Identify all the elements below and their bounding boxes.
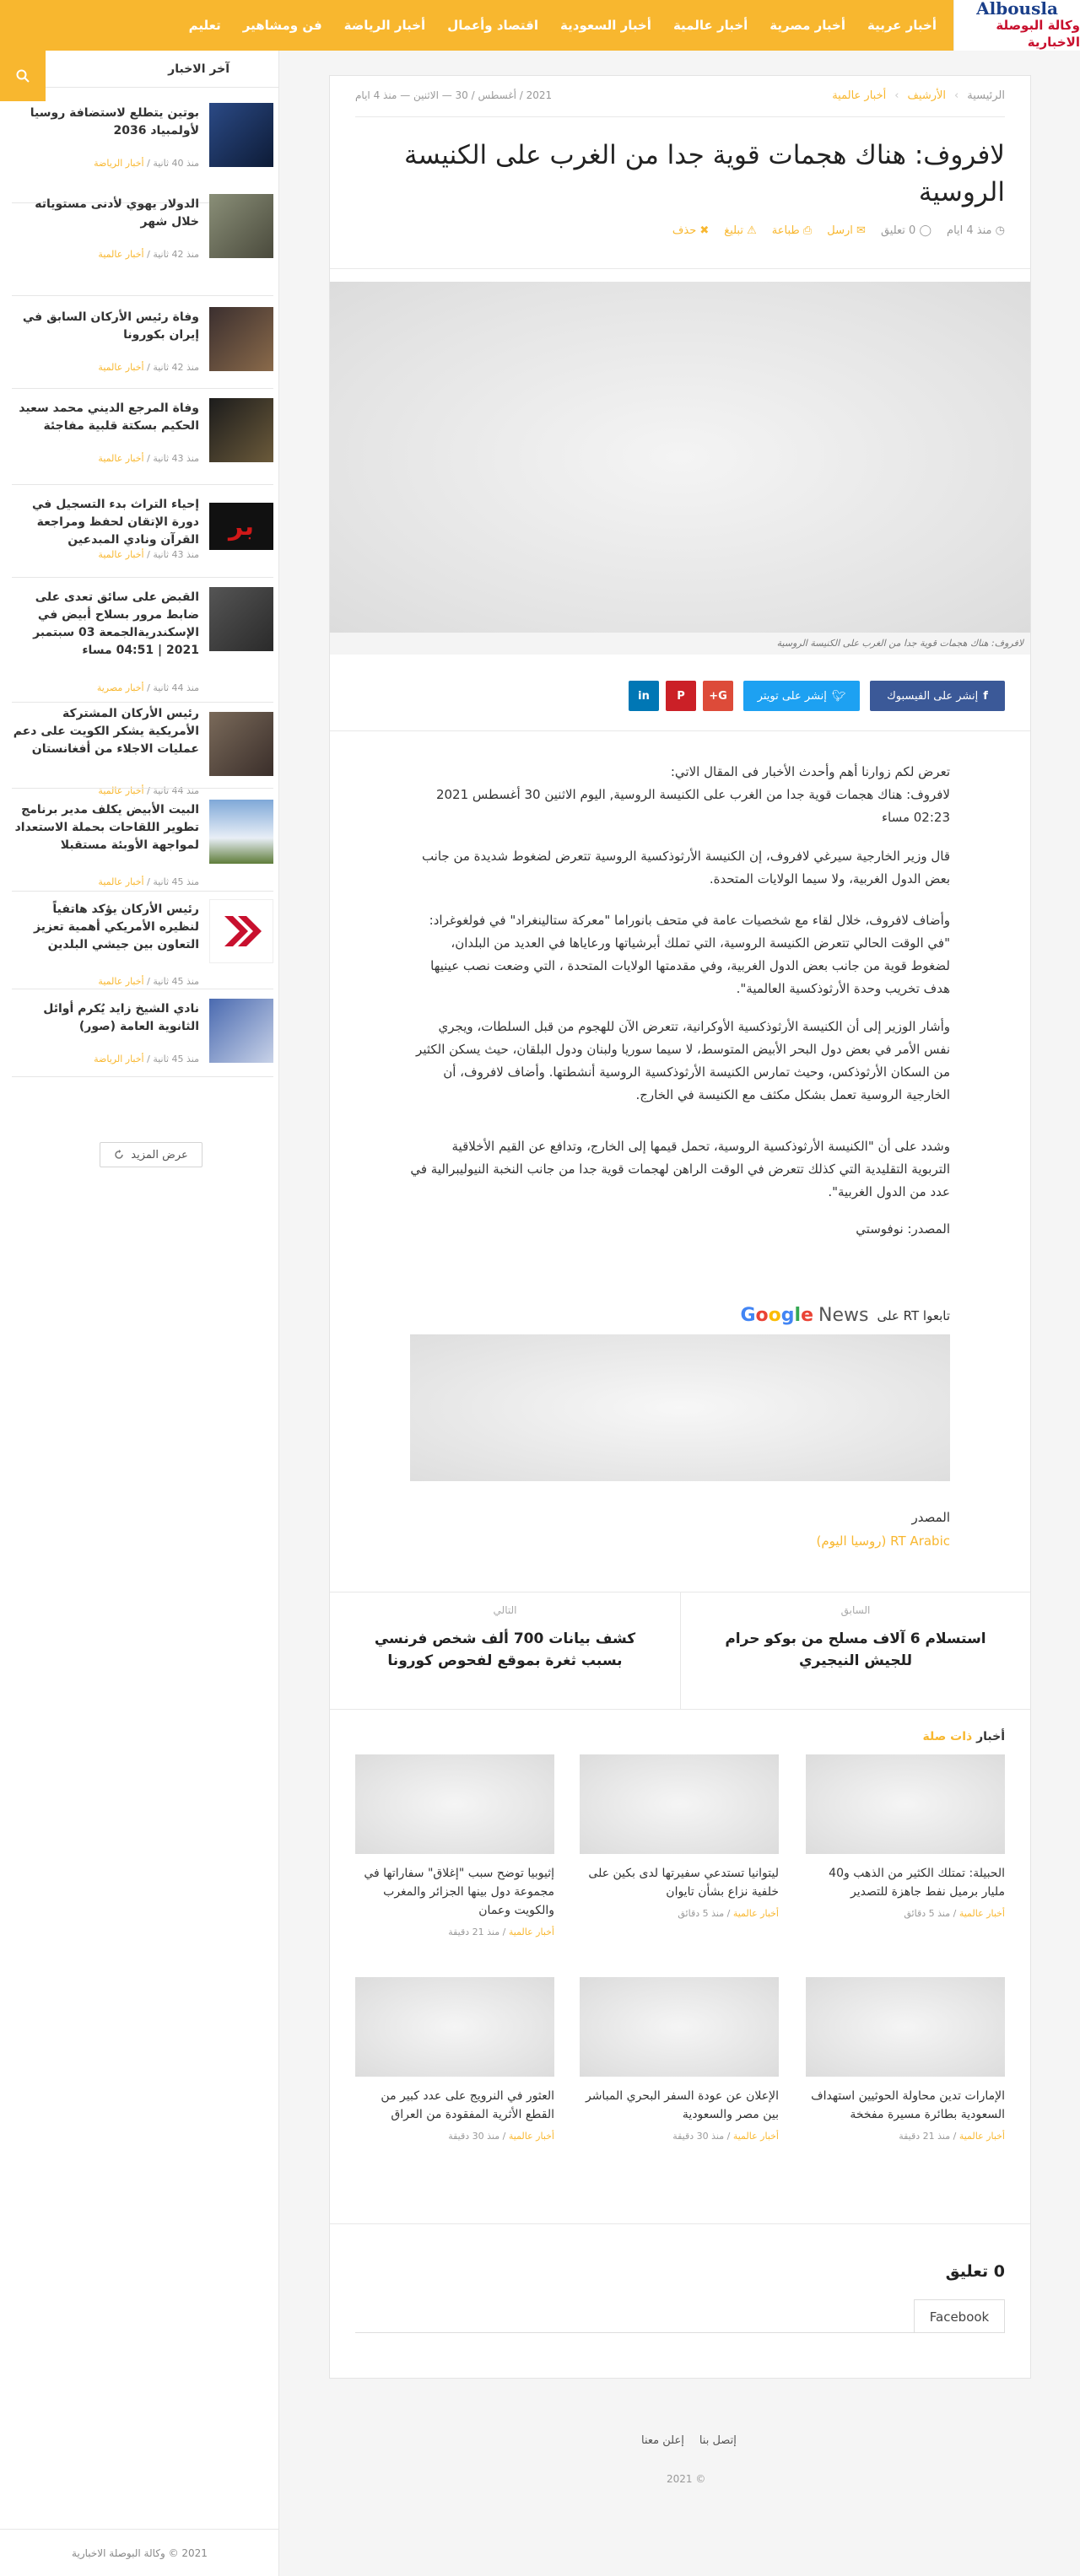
breadcrumb-home[interactable]: الرئيسية: [967, 89, 1005, 102]
sidebar-news-item[interactable]: [12, 398, 273, 486]
divider: [12, 788, 273, 789]
news-time: منذ 44 ثانية: [153, 682, 199, 693]
previous-label: السابق: [840, 1604, 871, 1616]
related-title[interactable]: الإمارات تدين محاولة الحوثيين استهداف السعودية بطائرة مسيرة مفخخة: [811, 2089, 1005, 2121]
news-title[interactable]: وفاة رئيس الأركان السابق في إيران بكورونا: [22, 310, 199, 342]
news-category: أخبار عالمية: [98, 785, 144, 796]
related-title[interactable]: ليتوانيا تستدعي سفيرتها لدى بكين على خلفية نزاع بشأن تايوان: [588, 1867, 779, 1899]
news-time: منذ 42 ثانية: [153, 362, 199, 373]
related-heading-accent: ذات صلة: [922, 1730, 973, 1743]
news-category: أخبار مصرية: [96, 682, 144, 693]
related-category: أخبار عالمية: [508, 2131, 554, 2142]
article-actions: [672, 224, 1005, 237]
share-facebook-button[interactable]: [870, 681, 1005, 711]
article-image: [330, 282, 1030, 633]
news-time: منذ 45 ثانية: [153, 876, 199, 887]
news-meta: منذ 42 ثانية / أخبار عالمية: [98, 362, 199, 373]
breadcrumb: [832, 89, 1005, 102]
related-meta: أخبار عالمية / منذ 30 دقيقة: [448, 2131, 554, 2142]
sidebar-news-item[interactable]: [12, 587, 273, 697]
news-word: News: [818, 1305, 869, 1326]
news-time: منذ 43 ثانية: [153, 549, 199, 560]
facebook-comments-tab[interactable]: Facebook: [914, 2299, 1005, 2333]
article-paragraph: قال وزير الخارجية سيرغي لافروف، إن الكنيسة الأرثوذكسية الروسية تتعرض لضغوط شديدة من جانب بعض الدول الغربية، ولا سيما الولايات المتحدة.: [421, 849, 950, 887]
article-paragraph: تعرض لكم زوارنا أهم وأحدث الأخبار فى المقال الاتي: لافروف: هناك هجمات قوية جدا من الغرب على الكنيسة الروسية, اليوم الاثنين 30 أغسطس 2021 02:23 مساء: [435, 764, 950, 825]
search-button[interactable]: [0, 51, 46, 101]
source-label: المصدر: [911, 1510, 950, 1525]
related-title[interactable]: إثيوبيا توضح سبب "إغلاق" سفاراتها في مجموعة دول بينها الجزائر والمغرب والكويت وعمان: [364, 1867, 554, 1917]
logo-latin: Albousla: [976, 0, 1058, 19]
related-thumbnail: [580, 1754, 779, 1854]
google-plus-icon: G+: [709, 689, 727, 703]
related-article[interactable]: [580, 1977, 779, 2142]
article-title: لافروف: هناك هجمات قوية جدا من الغرب على الكنيسة الروسية: [404, 140, 1005, 207]
previous-article[interactable]: [680, 1592, 1030, 1710]
news-meta: منذ 43 ثانية / أخبار عالمية: [98, 549, 199, 560]
article-paragraph: وشدد على أن "الكنيسة الأرثوذكسية الروسية، تحمل قيمها إلى الخارج، وتدافع عن القيم الأخلاقية التربوية التقليدية التي كذلك تتعرض في الوقت الراهن لهجمات قوية جدا من جانب النخبة النيوليبرالية في عدد من الدول الغربية".: [410, 1139, 950, 1199]
divider: [12, 388, 273, 389]
news-time: منذ 40 ثانية: [153, 158, 199, 169]
news-category: أخبار الرياضة: [94, 1054, 144, 1064]
news-category: أخبار عالمية: [98, 362, 144, 373]
load-more-button[interactable]: [100, 1142, 202, 1167]
news-meta: منذ 44 ثانية / أخبار عالمية: [98, 785, 199, 796]
nav-item[interactable]: تعليم: [188, 18, 221, 33]
news-meta: منذ 40 ثانية / أخبار الرياضة: [94, 158, 199, 169]
news-title[interactable]: رئيس الأركان يؤكد هاتفياً لنظيره الأمريكي أهمية تعزيز التعاون بين جيشي البلدين: [33, 903, 199, 951]
share-pinterest-button[interactable]: [666, 681, 696, 711]
source-link[interactable]: RT Arabic (روسيا اليوم): [816, 1533, 950, 1549]
twitter-icon: 🐦︎: [831, 689, 846, 703]
article-paragraph: وأشار الوزير إلى أن الكنيسة الأرثوذكسية الأوكرانية، تتعرض الآن للهجوم من قبل السلطات، ويجري نفس الأمر في بعض دول البحر الأبيض المتوسط، لا سيما سوريا ولبنان ودول البلقان، حيث يسكن الكثير من السكان الأرثوذكس، وحيث تمارس الكنيسة الأرثوذكسية الروسية أنشطتها. وأضاف لافروف، أن الخارجية الروسية تعمل بشكل مكثف مع الكنيسة في الخارج.: [416, 1019, 950, 1102]
airline-logo-icon: [218, 913, 265, 950]
footer-copyright: © 2021: [667, 2473, 706, 2485]
news-category: أخبار عالمية: [98, 976, 144, 987]
share-gplus-button[interactable]: [703, 681, 733, 711]
news-title[interactable]: إحياء التراث بدء التسجيل في دورة الإتقان لحفظ ومراجعة القرآن ونادي المبدعين: [31, 498, 199, 547]
load-more-label: عرض المزيد: [131, 1148, 188, 1161]
news-meta: منذ 45 ثانية / أخبار الرياضة: [94, 1054, 199, 1064]
nav-item[interactable]: أخبار مصرية: [770, 18, 845, 33]
footer-links: [641, 2434, 737, 2447]
article-date: 2021 / أغسطس / 30 — الاثنين — منذ 4 ايام: [355, 89, 553, 101]
nav-item[interactable]: أخبار عربية: [867, 18, 937, 33]
embedded-media-placeholder: [410, 1334, 950, 1481]
news-meta: منذ 43 ثانية / أخبار عالمية: [98, 453, 199, 464]
previous-title[interactable]: استسلام 6 آلاف مسلح من بوكو حرام للجيش النيجيري: [725, 1630, 986, 1669]
related-thumbnail: [355, 1977, 554, 2077]
news-time: منذ 45 ثانية: [153, 1054, 199, 1064]
sidebar-title: آخر الاخبار: [168, 62, 230, 76]
nav-item[interactable]: أخبار الرياضة: [343, 18, 426, 33]
related-meta: أخبار عالمية / منذ 30 دقيقة: [672, 2131, 779, 2142]
share-linkedin-button[interactable]: [629, 681, 659, 711]
google-letter: o: [755, 1305, 769, 1326]
related-meta: أخبار عالمية / منذ 5 دقائق: [904, 1908, 1005, 1919]
news-thumbnail: [209, 800, 273, 864]
comments-heading: 0 تعليق: [945, 2262, 1005, 2281]
report-button[interactable]: ⚠ تبليغ: [724, 224, 757, 237]
footer-contact-link[interactable]: إتصل بنا: [699, 2434, 737, 2447]
main-nav: [189, 0, 937, 51]
news-title[interactable]: وفاة المرجع الديني محمد سعيد الحكيم بسكتة قلبية مفاجئة: [19, 401, 199, 433]
share-facebook-label: إنشر على الفيسبوك: [887, 689, 979, 703]
related-thumbnail: [806, 1754, 1005, 1854]
related-thumbnail: [355, 1754, 554, 1854]
related-article[interactable]: [806, 1977, 1005, 2142]
related-thumbnail: [580, 1977, 779, 2077]
linkedin-icon: in: [638, 689, 650, 703]
news-thumbnail: بر: [209, 503, 273, 550]
article-source-note: المصدر: نوفوستي: [856, 1221, 950, 1237]
breadcrumb-separator: ›: [894, 89, 899, 102]
next-label: التالي: [493, 1604, 517, 1616]
sidebar-news-item[interactable]: [12, 703, 273, 796]
comments-count[interactable]: ◯ 0 تعليق: [880, 224, 932, 237]
nav-item[interactable]: اقتصاد وأعمال: [447, 18, 539, 33]
facebook-icon: f: [983, 689, 988, 703]
divider: [12, 1076, 273, 1077]
sidebar-news-item[interactable]: [12, 899, 273, 992]
news-meta: منذ 45 ثانية / أخبار عالمية: [98, 976, 199, 987]
news-thumbnail: [209, 194, 273, 258]
sidebar-news-item[interactable]: [12, 999, 273, 1086]
news-time: منذ 45 ثانية: [153, 976, 199, 987]
related-title[interactable]: العثور في النرويج على عدد كبير من القطع الأثرية المفقودة من العراق: [381, 2089, 554, 2121]
divider: [330, 730, 1030, 731]
latest-news-sidebar: [0, 51, 279, 2576]
breadcrumb-separator: ›: [954, 89, 959, 102]
related-category: أخبار عالمية: [958, 2131, 1005, 2142]
next-article[interactable]: [330, 1592, 680, 1710]
news-thumbnail: [209, 307, 273, 371]
news-title[interactable]: القبض على سائق تعدى على ضابط مرور بسلاح أبيض في الإسكندريةالجمعة 03 سبتمبر 2021 | 04:51 مساء: [33, 590, 199, 657]
article-card: [329, 75, 1031, 2379]
news-category: أخبار عالمية: [98, 453, 144, 464]
related-heading-word: أخبار: [976, 1730, 1005, 1743]
google-news-follow[interactable]: [740, 1305, 950, 1326]
related-title[interactable]: الإعلان عن عودة السفر البحري المباشر بين مصر والسعودية: [585, 2089, 779, 2121]
news-category: أخبار عالمية: [98, 876, 144, 887]
sidebar-copyright: 2021 © وكالة البوصلة الاخبارية: [72, 2546, 208, 2559]
news-title[interactable]: نادي الشيخ زايد يُكرم أوائل الثانوية العامة (صور): [43, 1002, 199, 1033]
next-title[interactable]: كشف بيانات 700 ألف شخص فرنسي بسبب ثغرة بموقع لفحوص كورونا: [374, 1630, 636, 1669]
nav-item[interactable]: فن ومشاهير: [242, 18, 322, 33]
related-title[interactable]: الحبيلة: تمتلك الكثير من الذهب و40 مليار برميل نفط جاهزة للتصدير: [829, 1867, 1005, 1899]
article-paragraph: وأضاف لافروف، خلال لقاء مع شخصيات عامة في متحف بانوراما "معركة ستالينغراد" في فولغوغراد: "في الوقت الحالي تتعرض الكنيسة الروسية، التي تملك أبرشياتها ورعاياها في العديد من البلدان، لضغوط قوية من جانب بعض الدول الغربية، وفي مقدمتها الولايات المتحدة ، التي وضعت نصب عينيها هدف تخريب وحدة الأرثوذكسية العالمية".: [429, 913, 950, 996]
related-meta: أخبار عالمية / منذ 21 دقيقة: [448, 1927, 554, 1937]
google-letter: l: [794, 1305, 802, 1326]
related-category: أخبار عالمية: [508, 1927, 554, 1937]
news-time: منذ 42 ثانية: [153, 249, 199, 260]
related-category: أخبار عالمية: [732, 1908, 779, 1919]
send-button[interactable]: ✉ ارسل: [827, 224, 866, 237]
related-time: منذ 21 دقيقة: [448, 1927, 500, 1937]
divider: [355, 116, 1005, 117]
news-title[interactable]: بوتين يتطلع لاستضافة روسيا لأولمبياد 2036: [30, 106, 199, 137]
sidebar-news-item[interactable]: [12, 103, 273, 191]
footer-advertise-link[interactable]: إعلن معنا: [641, 2434, 684, 2447]
related-article[interactable]: [580, 1754, 779, 1919]
related-time: منذ 21 دقيقة: [899, 2131, 951, 2142]
related-time: منذ 30 دقيقة: [448, 2131, 500, 2142]
news-time: منذ 43 ثانية: [153, 453, 199, 464]
news-thumbnail: [209, 398, 273, 462]
logo-arabic: وكالة البوصلة الاخبارية: [996, 18, 1080, 50]
sidebar-footer: [0, 2529, 279, 2576]
news-thumbnail: [209, 712, 273, 776]
breadcrumb-archive[interactable]: الأرشيف: [907, 89, 947, 102]
news-meta: منذ 42 ثانية / أخبار عالمية: [98, 249, 199, 260]
share-twitter-button[interactable]: [743, 681, 860, 711]
related-thumbnail: [806, 1977, 1005, 2077]
related-article[interactable]: [355, 1754, 554, 1937]
related-category: أخبار عالمية: [958, 1908, 1005, 1919]
divider: [330, 2223, 1030, 2224]
related-category: أخبار عالمية: [732, 2131, 779, 2142]
sidebar-news-item[interactable]: [12, 194, 273, 282]
divider: [12, 577, 273, 578]
related-meta: أخبار عالمية / منذ 5 دقائق: [678, 1908, 779, 1919]
site-logo[interactable]: [953, 0, 1080, 51]
follow-label: تابعوا RT على: [877, 1307, 950, 1323]
delete-button[interactable]: ✖ حذف: [672, 224, 710, 237]
divider: [12, 484, 273, 485]
divider: [12, 702, 273, 703]
news-thumbnail: [209, 999, 273, 1063]
related-meta: أخبار عالمية / منذ 21 دقيقة: [899, 2131, 1005, 2142]
refresh-icon: [114, 1150, 124, 1160]
news-title[interactable]: البيت الأبيض يكلف مدير برنامج تطوير اللقاحات بحملة الاستعداد لمواجهة الأوبئة مستقبلا: [14, 803, 199, 852]
divider: [330, 268, 1030, 269]
sidebar-news-item[interactable]: [12, 494, 273, 582]
breadcrumb-category[interactable]: أخبار عالمية: [832, 89, 887, 102]
sidebar-news-item[interactable]: [12, 800, 273, 892]
google-letter: G: [740, 1305, 756, 1326]
news-thumbnail: [209, 103, 273, 167]
google-news-logo: [740, 1305, 868, 1326]
news-meta: منذ 44 ثانية / أخبار مصرية: [96, 682, 199, 693]
search-icon: [15, 68, 30, 84]
news-thumbnail: [209, 587, 273, 651]
image-caption: لافروف: هناك هجمات قوية جدا من الغرب على الكنيسة الروسية: [330, 633, 1030, 655]
divider: [12, 295, 273, 296]
nav-item[interactable]: أخبار السعودية: [560, 18, 651, 33]
nav-item[interactable]: أخبار عالمية: [672, 18, 748, 33]
article-time: ◷ منذ 4 ايام: [947, 224, 1005, 237]
sidebar-news-item[interactable]: [12, 307, 273, 395]
related-time: منذ 5 دقائق: [678, 1908, 725, 1919]
divider: [355, 2332, 1005, 2333]
related-time: منذ 30 دقيقة: [672, 2131, 725, 2142]
top-navigation-bar: [0, 0, 1080, 51]
pinterest-icon: P: [677, 689, 685, 703]
news-meta: منذ 45 ثانية / أخبار عالمية: [98, 876, 199, 887]
google-letter: g: [780, 1305, 795, 1326]
news-category: أخبار الرياضة: [94, 158, 144, 169]
share-twitter-label: إنشر على تويتر: [757, 689, 827, 703]
google-letter: o: [768, 1305, 781, 1326]
news-title[interactable]: الدولار يهوي لأدنى مستوياته خلال شهر: [35, 197, 199, 229]
news-time: منذ 44 ثانية: [153, 785, 199, 796]
news-title[interactable]: رئيس الأركان المشتركة الأمريكية يشكر الكويت على دعم عمليات الاجلاء من أفغانستان: [13, 707, 199, 756]
related-article[interactable]: [355, 1977, 554, 2142]
related-time: منذ 5 دقائق: [904, 1908, 951, 1919]
google-letter: e: [801, 1305, 814, 1326]
news-category: أخبار عالمية: [98, 549, 144, 560]
news-thumbnail: [209, 899, 273, 963]
related-article[interactable]: [806, 1754, 1005, 1919]
divider: [12, 891, 273, 892]
news-category: أخبار عالمية: [98, 249, 144, 260]
related-heading: [923, 1730, 1005, 1743]
print-button[interactable]: ⎙ طباعة: [771, 224, 813, 237]
